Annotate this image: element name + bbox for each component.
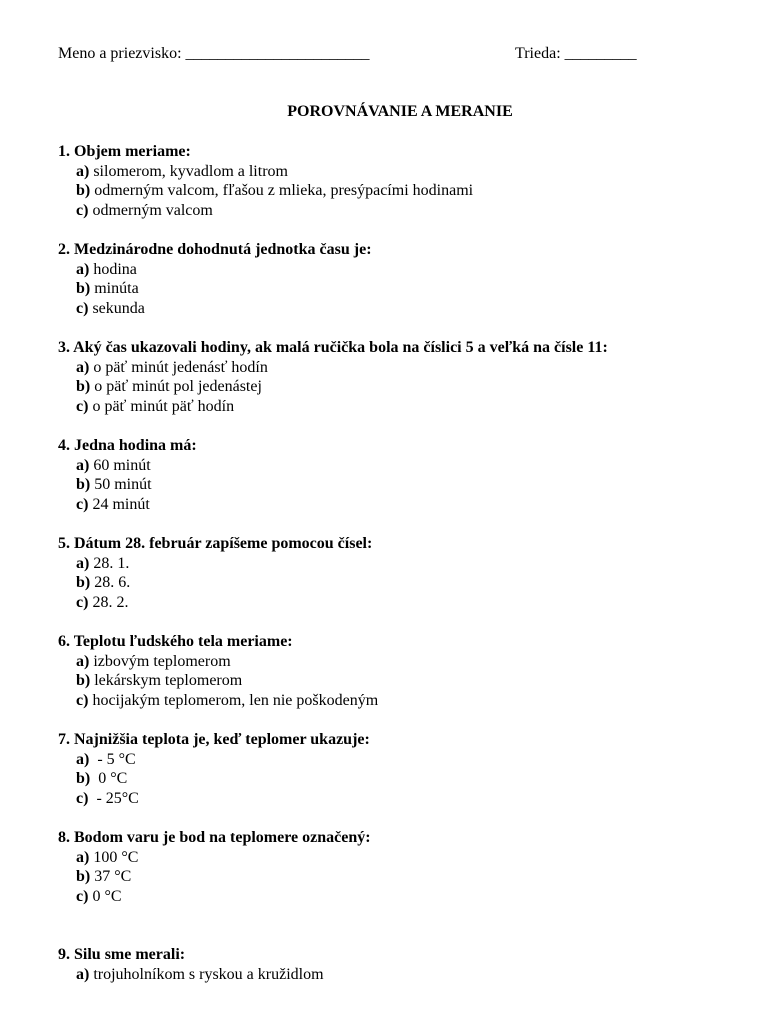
option-letter: a): [76, 456, 90, 474]
question-text: 2. Medzinárodne dohodnutá jednotka času je:: [58, 241, 372, 258]
option-text: o päť minút päť hodín: [88, 398, 235, 416]
option-letter: a): [76, 965, 90, 983]
option-letter: b): [76, 182, 91, 200]
answer-option-a: [58, 848, 758, 868]
question-9: [58, 945, 758, 984]
answer-option-b: [58, 377, 758, 397]
option-text: 60 minút: [89, 456, 151, 474]
option-text: silomerom, kyvadlom a litrom: [89, 162, 288, 180]
option-letter: b): [76, 770, 91, 788]
option-text: 37 °C: [90, 868, 132, 886]
question-text: 8. Bodom varu je bod na teplomere označený:: [58, 829, 371, 846]
option-letter: c): [76, 300, 89, 318]
option-letter: a): [76, 554, 90, 572]
answer-option-a: [58, 260, 758, 280]
option-letter: a): [76, 750, 90, 768]
question-text: 5. Dátum 28. február zapíšeme pomocou čísel:: [58, 535, 373, 552]
answer-option-b: [58, 573, 758, 593]
option-text: hodina: [89, 260, 137, 278]
option-letter: c): [76, 790, 89, 808]
option-letter: a): [76, 162, 90, 180]
question-text: 1. Objem meriame:: [58, 143, 191, 160]
question-text: 9. Silu sme merali:: [58, 946, 186, 963]
option-text: - 25°C: [88, 790, 139, 808]
answer-option-c: [58, 593, 758, 613]
option-text: o päť minút pol jedenástej: [90, 378, 262, 396]
option-letter: c): [76, 202, 89, 220]
question-1: [58, 142, 758, 221]
option-text: sekunda: [88, 300, 145, 318]
answer-options: [58, 554, 758, 613]
answer-option-c: [58, 397, 758, 417]
option-letter: b): [76, 476, 91, 494]
option-text: odmerným valcom, fľašou z mlieka, presýpacími hodinami: [90, 182, 474, 200]
option-letter: c): [76, 888, 89, 906]
option-text: 28. 6.: [90, 574, 131, 592]
option-text: 0 °C: [88, 888, 122, 906]
answer-options: [58, 260, 758, 319]
option-text: minúta: [90, 280, 139, 298]
answer-option-c: [58, 495, 758, 515]
option-letter: c): [76, 398, 89, 416]
option-text: - 5 °C: [89, 750, 136, 768]
answer-option-a: [58, 358, 758, 378]
option-letter: b): [76, 672, 91, 690]
answer-options: [58, 456, 758, 515]
option-text: hocijakým teplomerom, len nie poškodeným: [88, 692, 379, 710]
option-text: 50 minút: [90, 476, 152, 494]
answer-options: [58, 162, 758, 221]
option-text: lekárskym teplomerom: [90, 672, 243, 690]
option-letter: b): [76, 280, 91, 298]
question-5: [58, 534, 758, 613]
answer-option-a: [58, 162, 758, 182]
answer-option-a: [58, 965, 758, 985]
question-7: [58, 730, 758, 809]
option-letter: b): [76, 378, 91, 396]
option-letter: b): [76, 868, 91, 886]
answer-option-c: [58, 691, 758, 711]
class-field-label: Trieda: _________: [515, 45, 637, 62]
option-letter: a): [76, 848, 90, 866]
question-text: 7. Najnižšia teplota je, keď teplomer ukazuje:: [58, 731, 370, 748]
answer-options: [58, 358, 758, 417]
option-letter: a): [76, 358, 90, 376]
option-text: trojuholníkom s ryskou a kružidlom: [89, 965, 324, 983]
answer-options: [58, 750, 758, 809]
question-text: 3. Aký čas ukazovali hodiny, ak malá ručička bola na číslici 5 a veľká na čísle 11:: [58, 339, 608, 356]
answer-option-b: [58, 181, 758, 201]
option-letter: c): [76, 496, 89, 514]
question-text: 4. Jedna hodina má:: [58, 437, 197, 454]
option-text: 0 °C: [90, 770, 128, 788]
option-letter: c): [76, 692, 89, 710]
option-text: izbovým teplomerom: [89, 652, 231, 670]
option-text: 28. 1.: [89, 554, 130, 572]
question-6: [58, 632, 758, 711]
answer-options: [58, 848, 758, 907]
question-8: [58, 828, 758, 907]
option-letter: c): [76, 594, 89, 612]
answer-option-c: [58, 887, 758, 907]
answer-option-a: [58, 652, 758, 672]
answer-option-a: [58, 750, 758, 770]
question-2: [58, 240, 758, 319]
option-text: odmerným valcom: [88, 202, 213, 220]
option-letter: b): [76, 574, 91, 592]
answer-option-c: [58, 299, 758, 319]
answer-option-b: [58, 769, 758, 789]
answer-option-c: [58, 789, 758, 809]
answer-option-a: [58, 554, 758, 574]
question-text: 6. Teplotu ľudského tela meriame:: [58, 633, 293, 650]
option-text: o päť minút jedenásť hodín: [89, 358, 268, 376]
answer-option-b: [58, 279, 758, 299]
answer-options: [58, 652, 758, 711]
name-field-label: Meno a priezvisko: _______________________: [58, 45, 370, 62]
worksheet-title: POROVNÁVANIE A MERANIE: [287, 103, 513, 120]
answer-option-a: [58, 456, 758, 476]
option-letter: a): [76, 652, 90, 670]
answer-option-b: [58, 671, 758, 691]
option-text: 28. 2.: [88, 594, 129, 612]
answer-option-b: [58, 475, 758, 495]
option-text: 24 minút: [88, 496, 150, 514]
question-3: [58, 338, 758, 417]
answer-option-b: [58, 867, 758, 887]
option-text: 100 °C: [89, 848, 139, 866]
option-letter: a): [76, 260, 90, 278]
question-4: [58, 436, 758, 515]
answer-options: [58, 965, 758, 985]
answer-option-c: [58, 201, 758, 221]
